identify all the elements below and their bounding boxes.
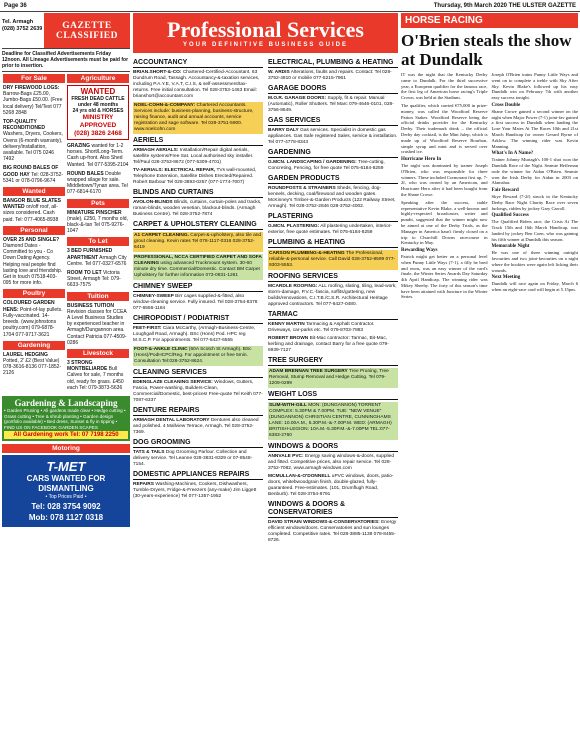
article-text: Trainer Johnny Murtagh's 100-1 shot won the Dundalk Race of the Night. Seamie Heffernan rode the winner for Aidan O'Brien. Seamie won the Irish Derby for Aidan in 2003 on Alamshar. [491,157,578,186]
ad-title: BIG ROUND BALES OF GOOD HAY [3,165,59,178]
ad-text: Revision classes for CCEA A Level Business Studies by experienced teacher in Armagh/Dungannon area. Contact Patricia 077-4509-0286 [67,308,127,346]
service-listing [268,160,398,172]
service-text: using advanced Truckmount system. 30-60 minute dry time. Commercial/Domestic. Contact BM Carpet Upholstery for further information 073-0831-1261 [134,261,260,278]
service-name: TATS & TAILS [133,450,165,455]
service-listing [268,474,398,498]
classified-phone [2,13,44,48]
service-listing [268,520,398,544]
article-text: Skye Reward (7-2f) struck in the Kentucky Derby Race Night Charity Race over seven furlongs, ridden by jockey Gary Carroll. [491,193,578,211]
tmet-logo: T-MET [46,459,86,475]
page-header [0,0,580,12]
classified-ad [3,352,65,377]
ad-text: Washers, Dryers, Cookers, Ovens (6-month warranty), delivery/installation, available. Tel 075 0246 7492 [3,131,63,163]
ad-text: Bull Calves for sale, 7 months old, ready for grass. £450 each Tel: 079-3873-5636 [67,366,124,391]
gardening-landscaping-ad [2,396,130,441]
section-head: Livestock [67,349,129,358]
page-date: Thursday, 9th March 2020 THE ULSTER GAZETTE [433,2,576,9]
ad-title: COLOURED GARDEN HENS: [3,300,55,313]
service-listing [268,336,398,354]
article-text: Shane Crowe gained a second winner on the night when Major Power (7-1) joint-fav gained a first success in Dundalk when landing the Lose Your Mates At The Races 10th and 21st March Handicap for owner Gerard Byrne of Arklow. The winning rider was Kevin Manning. [491,108,578,149]
classified-grid [2,72,130,394]
service-text: Installation/Repair digital aerials, satellite systems/Free Sat. Local authorised sky installer. Tel/Paul 028-3753-8672 (077-5309-4701) [133,148,254,165]
service-listing [133,346,263,366]
garden-ad-phone: All Gardening work Tel: 07 7198 2250 [4,431,128,439]
service-name: MCARDLE ROOFING: [268,284,318,289]
service-name: G.MCN. LANDSCAPING / GARDENING: [268,160,357,165]
service-text: MON: (DUNGANNON) TORRENT COMPLEX: 5.30PM & 7.00PM. TUE: "NEW VENUE" (DUNGANNON) CHRISTIAN CENTRE, CUNNINGHAMS LANE: 10.00A.M., 5.30P.M.-&-7.00P.M. WED: (ARMAGH) BRITISH-LEGION: 10A.M.-5.30P.M.-&-7.00PM TEL:077-6383-2760 [269,403,392,438]
classified-ad [67,143,129,168]
classified-ad [3,198,65,223]
ad-text: on/off roof, all-sizes considered. Cash paid. Tel: 077-4065-8938 [3,204,59,223]
classified-ad [3,165,65,184]
service-name: ADAM BRENNAN TREE SURGERY [269,369,348,374]
article-crosshead: Fair Reward [491,188,519,194]
service-listing [268,96,398,114]
service-category-head: TARMAC [268,311,398,320]
service-name: A1 CARPET CLEANING. [134,233,189,238]
service-listing [268,284,398,308]
article-body [401,72,578,300]
ad-text: Victoria Street, Armagh Tel: 079-6633-7575 [67,270,121,289]
service-text: Energy saving windows-&-doors, supplied and fitted. Competitive prices, also repair service. Tel 028-3752-7082, www.armagh-windows.com [268,454,395,471]
article-text: The Qualified Riders race, the Crisis At The Track 15th and 16th March Handicap, was landed by jockey Ben Coen, who was gaining his fifth winner at Dundalk this season. [491,219,578,242]
article-crosshead: What's In A Name? [491,151,534,157]
ad-title: DRY FIREWOOD LOGS: [3,85,60,91]
wanted-phone: (028) 3826 2468 [74,130,122,137]
service-name: CHIMNEY-SWEEP [133,294,174,299]
service-listing [133,380,263,404]
section-head-motoring: Motoring [2,444,130,453]
service-category-head: CLEANING SERVICES [133,369,263,378]
services-column-1 [133,56,263,546]
wanted-line-3: 24 yrs old & HORSES [72,108,124,114]
service-text: Supply, fit & repair. Manual (Automatic), Roller Shutters. Tel Marc 079-4646-0101, 028-3756-8649. [268,96,394,113]
brand-top: GAZETTE [62,20,112,31]
classified-subcolumn-b [66,72,130,394]
article-paragraph [492,275,579,292]
classified-ad [67,210,129,235]
classified-column [2,13,130,735]
service-category-head: WINDOWS & DOORS & CONSERVATORIES [268,501,398,518]
service-category-head: CHIMNEY SWEEP [133,283,263,292]
ad-title: 3 BED FURNISHED APARTMENT [67,248,113,261]
service-text: Windows, Gutters, Fascia, Power-washing, Builders-Clean, Commercial/Domestic, best-prices! Free-quote Tel Keith 077-7087-6337 [133,380,263,403]
section-head: For Sale [3,74,65,83]
classified-ad [67,171,129,196]
article-paragraph [492,72,579,101]
service-category-head: DENTURE REPAIRS [133,407,263,416]
classified-ad [3,119,65,162]
service-text: Chartered Accountants. Services include: business-planning, business-structure, raising finance, audit and annual accounts, service registration and sage software. Tel 028-3751-5900. www.noelcohn.com [134,103,254,132]
service-listing [133,200,263,218]
section-head: Pets [67,199,129,208]
tmet-phone: Tel: 028 3754 9092 [31,502,101,512]
ad-text: Point-of-lay pullets. Fully-vaccinated. 14-breeds. (www.johnstons poultry.com) 079-6878-1704 077-9717-3621 [3,306,63,338]
service-category-head: CARPET & UPHOLSTERY CLEANING [133,221,263,230]
service-text: Tarmacing & Asphalt Contractor. Driveways, car-parks etc. Tel 079-8703-7883 [268,322,375,333]
ad-title: MINIATURE PINSCHER [67,209,122,216]
service-listing [133,70,263,100]
service-text: The Professional, reliable-&-personal service. Call David 028-3752-8599 077-9303-5553. [269,251,396,268]
ad-title: BANGOR BLUE SLATES WANTED [3,198,61,211]
ad-title: ROOM TO LET [67,270,102,277]
section-head: To Let [67,237,129,246]
ad-title: TOP-QUALITY RECONDITIONED [3,119,45,132]
section-head: Wanted [3,187,65,196]
wanted-line-2: under 48 months [77,102,119,108]
service-text: Birr cages supplied-&-fitted, also window-cleaning service. Fully insured. Tel 028-3754-8378 077-6556-1184 [133,294,258,311]
wanted-title: WANTED [80,87,116,96]
service-text: Dog Grooming Parlour. Collection and delivery service. Tel Leanne 028-3831-8329 or 07-8548-7154. [133,450,253,467]
service-name: REPAIRS [133,482,154,487]
service-listing [268,250,398,270]
article-text: IT was the night that the Kentucky Derby came to Dundalk. For the third successive year, a European qualifier for the famous race, the first leg of American horse racing's Triple Crown, was held at the Stadium. [401,72,488,101]
article-crosshead: Memorable Night [491,244,530,250]
service-text: uPVC windows, doors, patio-doors, whitebwoodgrain finish, double-glazed, fully-guaranteed. Free-estimates. (101, Drumflugh Road, Benburb). Tel 028-3754-8791 [268,474,394,497]
service-listing [133,254,263,280]
article-crosshead: Rewarding Ways [401,248,438,254]
service-listing [133,102,263,134]
classified-ad [67,270,129,289]
ad-text: Double wrapped silage for sale. Middletown/Tynan area. Tel 077-6814-6170 [67,170,128,196]
classified-subcolumn-b-ads [67,143,129,391]
service-name: TV-AERIALS: ELECTRICAL REPAIR, [133,168,216,173]
article-text: He was one of three winning outright favourites and two joint-favourites on a night where the bookies were again left licking their wounds. [491,250,578,273]
service-category-head: DOMESTIC APPLIANCES REPAIRS [133,471,263,480]
service-name: PROFESSIONAL, NCCA CERTIFIED CARPET AND SOFA CLEANING [134,255,262,266]
classified-subcolumn-a [2,72,66,394]
section-head: Poultry [3,289,65,298]
service-listing [268,128,398,146]
service-category-head: PLASTERING [268,213,398,222]
service-listing [133,232,263,252]
professional-services [133,13,398,735]
classified-ad [67,303,129,346]
services-title: Professional Services [167,17,364,42]
article-paragraph [401,200,488,246]
service-text: Tree Pruning, Tree Removal, Stump Removal and Hedge Cutting. Tel 079-1209-0299 [269,369,389,386]
service-text: Bit-Mac contractor: Tarmac, Bit-Mac, kerbing and drainage, contact Barry for a free quote 079-6939-7127 [268,336,389,353]
service-listing [133,168,263,186]
article-paragraph [492,188,579,211]
tmet-line-2: DISMANTLING [38,484,94,494]
article-text: The qualifier, which carried €75,000 in prize-money, was called the Woodford Reserve Patton Stakes. Woodford Reserve being the official drinks provider for the Kentucky Derby. Their trademark drink – the official Derby day cocktail, is the Mint Julep, which is made up of Woodford Reserve Bourbon, simple syrup and mint and is served over crushed ice. [401,102,488,155]
service-text: Washing-Machines, Cookers, Dishwashers, Tumble-Dryers, Fridge-&-Freezers (any-make) Jim Liggett (30-years-experience) Tel 077-1357-1952 [133,482,257,499]
ad-text: wanted for 1-2 horses. Short/Long-Term. Cash up-front. Also Shed Wanted. Tel 077-5395-2104 [67,143,129,168]
article-crosshead: Qualified Success [491,213,529,219]
service-listing [133,326,263,344]
services-banner [133,13,398,53]
ad-text: Barrow-Bags £25.00, Jumbo-Bags £50.00. (Free local delivery) Tel/Text 077 5268 2848 [3,91,63,116]
ad-title: LAUREL HEDGING [3,351,48,358]
article-text: Joseph O'Brien trains Punny Little Ways and went on to complete a treble with Sky After Sky. Kevin Blake's followed up his easy Dundalk win on February 7th with another easy success tonight. [491,72,578,101]
horse-racing-article [401,13,578,735]
classified-ad [67,248,129,267]
service-category-head: GAS SERVICES [268,117,398,126]
service-text: Energy efficient windows/doors. Conservatories and sun lounges completed. Competitive rates. Tel 028-3885-1138 078-8455-8726. [268,520,397,543]
ad-text: Potted, 2' £2 (Best Value) 078-3616-8136 077-1852-2126 [3,357,62,377]
ad-text: (male), £250, 7 months old, black-&-tan Tel 075-9276-1047 [67,215,128,235]
service-name: AVOLON-BLINDS [133,200,173,205]
service-text: Dentures also cleaned and polished. 4 Mallview Terrace, Armagh. Tel 028-3752-7369. [133,418,259,435]
service-name: NOEL-COHN-&-COMPANY: [134,103,196,108]
service-listing [268,402,398,440]
service-text: (60A Scotch St Armagh). BSc (Hons)/PodHCPC/Reg. For appointment or free 5min. Consultation Tel:028-3752-8624. [134,347,252,364]
service-listing [268,322,398,334]
tmet-tagline: • Top Prices Paid • [45,494,87,501]
service-text: All plastering undertaken, interior-exterior, free quote estimates. Tel 075-6184-8259 [268,224,392,235]
service-name: KENNY MARTIN [268,322,305,327]
garden-ad-items: • Garden Pruning • All gardens made clear • Hedge cutting • Grass cutting • Tree & shrub planting • Garden design (portfolio available) • Bed dress, Sunset & fly in tipping • FIND US ON FACEBOOK GARDEN SCAPES [4,408,126,430]
service-category-head: GARDENING [268,149,398,158]
article-paragraph [492,213,579,242]
service-name: EDENGLAZE CLEANING SERVICE: [133,380,213,385]
article-headline: O'Brien steals the show at Dundalk [401,31,572,69]
classified-ad [3,300,65,337]
service-listing [268,186,398,210]
service-category-head: GARDEN PRODUCTS [268,175,398,184]
service-name: ROBERT BROWN [268,336,309,341]
article-paragraph [401,248,488,300]
tel-number: (028) 3752 2639 [2,26,43,32]
article-crosshead: Cross Double [491,102,521,108]
section-head-horse-racing: HORSE RACING [401,13,578,28]
service-name: FEET-FIRST: [133,326,162,331]
article-paragraph [401,72,488,101]
brand-bottom: CLASSIFIED [55,30,119,41]
ad-text: Tel: 028-3752-5341 or 078-0796-9674 [3,171,64,184]
service-listing [268,70,398,82]
service-text: Carpet-&-upholstery, also tile and grout cleaning. Kevin rates Tel 078-1117-0316 028-3752-6419 [134,233,262,250]
classified-ad [3,85,65,116]
service-category-head: ROOFING SERVICES [268,273,398,282]
ad-title: OVER 25 AND SINGLE? [3,236,60,243]
classified-ad [3,237,65,287]
service-listing [133,148,263,166]
service-listing [268,454,398,472]
classified-logo [44,13,130,48]
service-category-head: ACCOUNTANCY [133,59,263,68]
service-listing [133,450,263,468]
services-subtitle: YOUR DEFINITIVE BUSINESS GUIDE [182,42,348,48]
service-name: MCMULLAN-&-O'DONNELL [268,474,331,479]
service-category-head: CHIROPODIST / PODIATRIST [133,315,263,324]
article-text: The night was dominated by trainer Joseph O'Brien, who was responsible for three winners. These included Cormorant first up, 7-2f, who was owned by an American, and Hurricane Hero after it had been bought from the Shane Crowe. [401,162,488,197]
service-name: ROUNDPOSTS & STRAINERS [268,186,336,191]
service-text: ALL roofing, slating, tiling, lead-work, storm-damage, P.V.C.-fascia, soffits/guttering, new builds/renovations, C.I.T.B./C.S.R. Architectural Heritage approved contractors. Tel 077-6427-0480. [268,284,397,307]
service-name: CARSON PLUMBING-&-HEATING [269,251,345,256]
article-crosshead: Next Meeting [491,275,521,281]
service-text: Chartered-Certified-Accountant. 63 Dundrum Road, Tassagh. Accountancy-&-taxation services, including P.A.Y.E, V.A.T, C.I.S, & self-assessment/tax-returns. Free initial consultation. Tel 028-3753-1463 Email: brianshort@accountant.com [133,70,260,99]
ad-title: GRAZING [67,143,91,149]
service-text: Gas services. Specialist in domestic gas appliances. Gas Safe registered Sales, service & installation. Tel 077-4778-8343 [268,128,398,145]
service-name: SLIM-WITH-GILL [269,403,307,408]
service-name: ARMAGH DENTAL LABORATORY [133,418,210,423]
article-paragraph [401,103,488,155]
service-text: Tree-cutting, Concreting, Fencing, for free quote Tel 075-6184-8259 [268,160,385,171]
section-head-agriculture: Agriculture [67,74,129,83]
article-crosshead: Hurricane Hero In [401,157,442,163]
service-text: Ciara McCarthy, (Armagh-Business-Centre, Loughgall Road, Armagh). BSc (Hons) Pod. HPC reg M.S.C.P. For appointments. Tel 077-5427-6555 [133,326,256,343]
garden-ad-title: Gardening & Landscaping [14,398,118,409]
article-text: Dundalk will race again on Friday, March 6 when an eight-race card will begin at 5.15pm. [491,281,578,292]
service-listing [268,224,398,236]
ad-text: Diamond Dates - Committed to you - Co Down Dating Agency. Helping real people find lasting love and friendship. Get in touch 07518-403-095 for more info. [3,243,63,287]
deadline-notice: Deadline for Classified Advertisements Friday 12noon. All Lineage Advertisements must be paid for prior to insertion. [2,49,130,72]
service-text: Sheds, fencing, dog-kennels, decking, coal/firewood and wooden gates. McKinney's Timber-&-Garden Products (122 Railway Street, Armagh). Tel 028-3752-2846 028-3752-4002. [268,186,396,209]
service-category-head: TREE SURGERY [268,357,398,366]
service-category-head: PLUMBING & HEATING [268,239,398,248]
service-category-head: WEIGHT LOSS [268,391,398,400]
tel-label: Tel. Armagh [2,19,34,25]
article-paragraph [492,244,579,273]
classified-banner [2,13,130,49]
service-listing [268,368,398,388]
service-listing [133,294,263,312]
service-category-head: GARAGE DOORS [268,85,398,94]
service-text: Alterations, faults and repairs. Contact: Tel 028-3752-4810 or mobile 077-5215-7961 [268,70,392,81]
classified-ad [67,360,129,391]
service-text: Blinds, curtains, curtain-poles and tracks, roman-blinds, wooden venetian, blackout-blinds. (Armagh Business Centre). Tel 028-3752-7874 [133,200,262,217]
service-listing [133,418,263,436]
wanted-line-1: FRESH DEAD CATTLE [71,96,125,102]
service-category-head: AERIELS [133,137,263,146]
tmet-ad [2,455,130,527]
article-text: Speaking after the success, stable representative Kevin Blake, a well-known and highly-respected broadcaster, writer and pundit, suggested that the winner might now be aimed at one of the Derby Trials, as the Manager in America hasn't firmly closed on a trip to Churchill Downs racecourse in Kentucky in May. [401,199,488,246]
ad-title: BUSINESS TUITION [67,302,114,309]
service-listing [133,482,263,500]
tmet-mobile: Mob: 078 1127 0318 [28,513,104,523]
service-name: BARRY DALY [268,128,299,133]
service-category-head: BLINDS AND CURTAINS [133,189,263,198]
services-grid [133,53,398,546]
service-name: FOOT-&-ANKLE CLINIC [134,347,188,352]
article-paragraph [492,103,579,149]
ad-title: ROUND BALES [67,170,104,177]
service-category-head: DOG GROOMING [133,439,263,448]
ad-title: 3 STRONG MONTBELIARDE [67,360,108,373]
service-name: DAVID STRAIN WINDOWS-&-CONSERVATORIES: [268,520,380,525]
service-name: G.MCN. PLASTERING: [268,224,320,229]
service-category-head: ELECTRICAL, PLUMBING & HEATING [268,59,398,68]
section-head: Gardening [3,341,65,350]
service-name: BRIAN.SHORT-&-CO: [133,70,182,75]
services-column-2 [268,56,398,546]
page-number: Page 36 [4,2,27,9]
section-head: Personal [3,226,65,235]
ad-text: Armagh City Centre. Tel 077-0327-6576 [67,254,127,267]
service-name: W. ARDIS [268,70,290,75]
article-paragraph [492,151,579,186]
service-category-head: WINDOWS & DOORS [268,443,398,452]
service-text: TVs wall-mounted, Telephone Extension, Satellite Dishes Erected/Repaired. Robert Barbour Tel 028-3893-0257 (077-1774-7007) [133,168,257,185]
tmet-line-1: CARS WANTED FOR [26,474,106,484]
service-name: ARMAGH AERIALS: [133,148,179,153]
section-head: Tuition [67,292,129,301]
service-name: ANNVALE PVC: [268,454,304,459]
article-text: Patrick might get better on a personal level when Punny Little Ways (7-1), a filly he bred and owns, was an easy winner of the card's finale, the Winter Series Awards Day Saturday 4th April Handicap. The winning rider was Mikey Sheehy. The forty of this season's time have been attained with Juncture in the Winter Series. [401,253,488,300]
service-name: M.O.R. GARAGE DOORS: [268,96,327,101]
wanted-approved: MINISTRY APPROVED [79,114,117,129]
wanted-cattle-ad [67,85,129,140]
article-paragraph [401,157,488,198]
